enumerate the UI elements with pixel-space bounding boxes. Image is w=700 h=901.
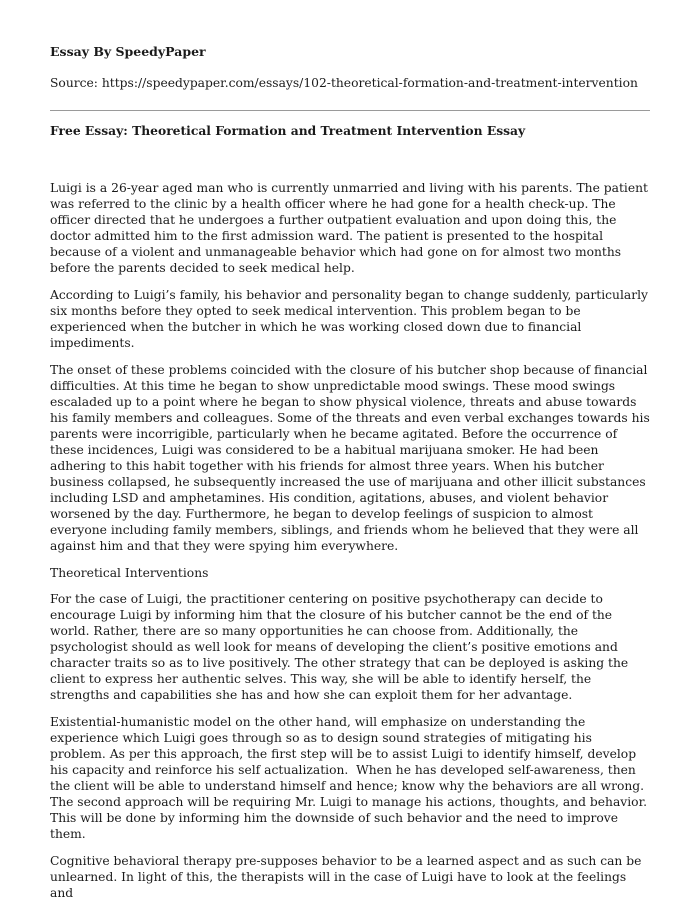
paragraph-existential-humanistic: Existential-humanistic model on the other hand, will emphasize on understanding the experience which Luigi goes through so as to design sound strategies of mitigating his problem. As per this approach, the first step will be to assist Luigi to identify himself, develop his capacity and reinforce his self actualization. When he has developed self-awareness, then the client will be able to understand himself and hence; know why the behaviors are all wrong. The second approach will be requiring Mr. Luigi to manage his actions, thoughts, and behavior. This will be done by informing him the downside of such behavior and the need to improve them. — [50, 715, 651, 841]
paragraph-positive-psychotherapy: For the case of Luigi, the practitioner centering on positive psychotherapy can decide to encourage Luigi by informing him that the closure of his butcher cannot be the end of the world. Rather, there are so many opportunities he can choose from. Additionally, the psychologist should as well look for means of developing the client’s positive emotions and character traits so as to live positively. The other strategy that can be deployed is asking the client to express her authentic selves. This way, she will be able to identify herself, the strengths and capabilities she has and how she can exploit them for her advantage. — [50, 592, 633, 702]
paragraph-family-account: According to Luigi’s family, his behavior and personality began to change suddenly, particularly six months before they opted to seek medical intervention. This problem began to be experienced when the butcher in which he was working closed down due to financial impediments. — [50, 288, 652, 350]
paragraph-onset: The onset of these problems coincided with the closure of his butcher shop because of financial difficulties. At this time he began to show unpredictable mood swings. These mood swings escaladed up to a point where he began to show physical violence, threats and abuse towards his family members and colleagues. Some of the threats and even verbal exchanges towards his parents were incorrigible, particularly when he became agitated. Before the occurrence of these incidences, Luigi was considered to be a habitual marijuana smoker. He had been adhering to this habit together with his friends for almost three years. When his butcher business collapsed, he subsequently increased the use of marijuana and other illicit substances including LSD and amphetamines. His condition, agitations, abuses, and violent behavior worsened by the day. Furthermore, he began to develop feelings of suspicion to almost everyone including family members, siblings, and friends whom he believed that they were all against him and that they were spying him everywhere. — [50, 363, 654, 553]
header-divider — [50, 110, 650, 111]
paragraph-cognitive-behavioral: Cognitive behavioral therapy pre-supposes behavior to be a learned aspect and as such can be unlearned. In light of this, the therapists will in the case of Luigi have to look at the feelings and — [50, 854, 646, 900]
document-header-title: Essay By SpeedyPaper — [50, 44, 206, 59]
source-line — [50, 74, 650, 92]
source-url: https://speedypaper.com/essays/102-theoretical-formation-and-treatment-intervention — [101, 76, 638, 90]
essay-body — [50, 180, 654, 901]
section-heading: Theoretical Interventions — [50, 566, 209, 580]
source-label: Source: — [50, 76, 102, 90]
essay-title: Free Essay: Theoretical Formation and Treatment Intervention Essay — [50, 123, 526, 138]
paragraph-intro: Luigi is a 26-year aged man who is currently unmarried and living with his parents. The patient was referred to the clinic by a health officer where he had gone for a health check-up. The officer directed that he undergoes a further outpatient evaluation and upon doing this, the doctor admitted him to the first admission ward. The patient is presented to the hospital because of a violent and unmanageable behavior which had gone on for almost two months before the parents decided to seek medical help. — [50, 181, 652, 275]
